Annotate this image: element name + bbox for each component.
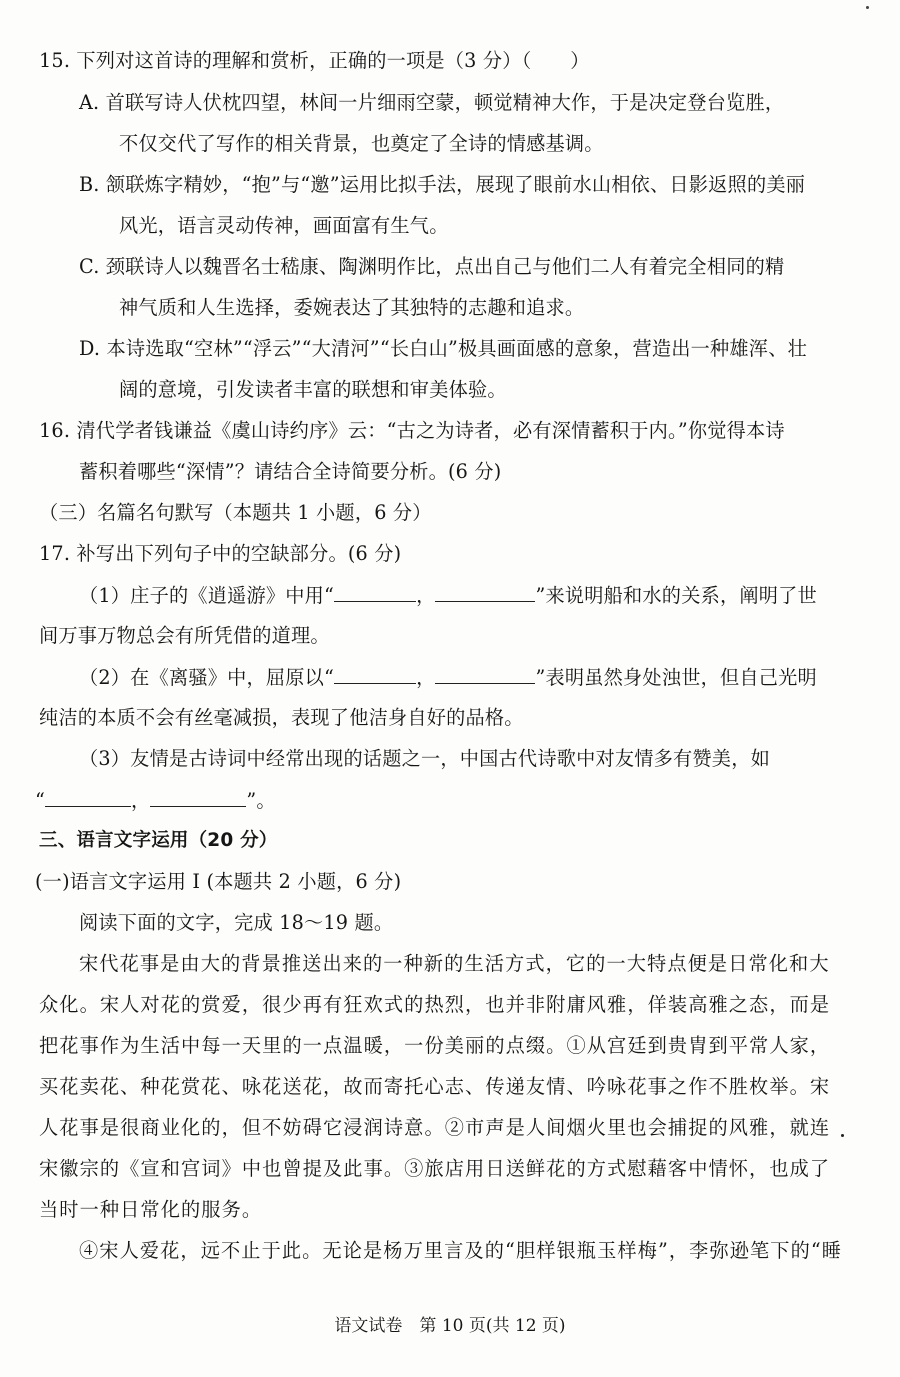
emphasis-dot: [841, 1134, 844, 1137]
section-memorization-heading: （三）名篇名句默写（本题共 1 小题，6 分）: [39, 501, 432, 524]
q17-part1-text-a: （1）庄子的《逍遥游》中用“: [79, 584, 335, 607]
q17-part1-line2: 间万事万物总会有所凭借的道理。: [39, 624, 330, 647]
q17-part2-text-a: （2）在《离骚》中，屈原以“: [79, 666, 335, 689]
q17-part3-comma: ，: [131, 789, 151, 812]
subsection-one-heading: (一)语言文字运用 Ⅰ (本题共 2 小题，6 分): [35, 870, 402, 893]
q17-part3-open-quote: “: [35, 789, 46, 812]
q15-stem: 15. 下列对这首诗的理解和赏析，正确的一项是（3 分）（ ）: [39, 49, 590, 72]
passage-line: 宋代花事是由大的背景推送出来的一种新的生活方式，它的一大特点便是日常化和大: [79, 952, 830, 975]
q17-part2-line2: 纯洁的本质不会有丝毫减损，表现了他洁身自好的品格。: [39, 706, 524, 729]
q17-part3-line2: [35, 787, 276, 814]
q16-line2: 蓄积着哪些“深情”？请结合全诗简要分析。(6 分): [79, 460, 502, 483]
q17-part2-blank2[interactable]: [435, 664, 535, 684]
passage-line: 宋徽宗的《宣和宫词》中也曾提及此事。③旅店用日送鲜花的方式慰藉客中情怀，也成了: [39, 1157, 831, 1180]
q17-part2-line1: [79, 664, 817, 691]
q17-part2-text-b: ”表明虽然身处浊世，但自己光明: [535, 666, 817, 689]
q15-option-c-line2: 神气质和人生选择，委婉表达了其独特的志趣和追求。: [119, 296, 585, 319]
q15-option-c-line1: C. 颈联诗人以魏晋名士嵇康、陶渊明作比，点出自己与他们二人有着完全相同的精: [79, 255, 785, 278]
q17-stem: 17. 补写出下列句子中的空缺部分。(6 分): [39, 542, 402, 565]
q15-option-b-line1: B. 颔联炼字精妙，“抱”与“邀”运用比拟手法，展现了眼前水山相依、日影返照的美丽: [79, 173, 806, 196]
q15-option-a-line2: 不仅交代了写作的相关背景，也奠定了全诗的情感基调。: [119, 132, 604, 155]
q17-part2-comma: ，: [416, 666, 436, 689]
passage-line: 把花事作为生活中每一天里的一点温暖，一份美丽的点缀。①从宫廷到贵胄到平常人家，: [39, 1034, 831, 1057]
q17-part3-blank1[interactable]: [45, 787, 131, 807]
q17-part1-blank1[interactable]: [334, 582, 416, 602]
q15-option-d-line2: 阔的意境，引发读者丰富的联想和审美体验。: [119, 378, 507, 401]
q15-option-d-line1: D. 本诗选取“空林”“浮云”“大清河”“长白山”极具画面感的意象，营造出一种雄浑、壮: [79, 337, 807, 360]
reading-instruction: 阅读下面的文字，完成 18～19 题。: [79, 911, 394, 934]
q17-part3-blank2[interactable]: [150, 787, 246, 807]
passage-line: ④宋人爱花，远不止于此。无论是杨万里言及的“胆样银瓶玉样梅”，李弥逊笔下的“睡: [79, 1239, 843, 1262]
passage-line: 人花事是很商业化的，但不妨碍它浸润诗意。②市声是人间烟火里也会捕捉的风雅，就连: [39, 1116, 831, 1139]
page-footer: 语文试卷 第 10 页(共 12 页): [334, 1316, 566, 1336]
q17-part3-line1: （3）友情是古诗词中经常出现的话题之一，中国古代诗歌中对友情多有赞美，如: [79, 747, 770, 770]
passage-line: 买花卖花、种花赏花、咏花送花，故而寄托心志、传递友情、吟咏花事之作不胜枚举。宋: [39, 1075, 831, 1098]
q15-option-a-line1: A. 首联写诗人伏枕四望，林间一片细雨空蒙，顿觉精神大作，于是决定登台览胜，: [79, 91, 785, 114]
q16-line1: 16. 清代学者钱谦益《虞山诗约序》云：“古之为诗者，必有深情蓄积于内。”你觉得本诗: [39, 419, 785, 442]
q17-part1-line1: [79, 582, 817, 609]
q17-part1-blank2[interactable]: [435, 582, 535, 602]
q17-part3-close-quote: ”。: [246, 789, 276, 812]
q17-part1-text-b: ”来说明船和水的关系，阐明了世: [535, 584, 817, 607]
q17-part2-blank1[interactable]: [334, 664, 416, 684]
passage-line: 众化。宋人对花的赏爱，很少再有狂欢式的热烈，也并非附庸风雅，佯装高雅之态，而是: [39, 993, 831, 1016]
q17-part1-comma: ，: [416, 584, 436, 607]
section-three-heading: 三、语言文字运用（20 分）: [39, 830, 278, 851]
scan-speck: [866, 6, 869, 9]
passage-line: 当时一种日常化的服务。: [39, 1198, 263, 1221]
q15-option-b-line2: 风光，语言灵动传神，画面富有生气。: [119, 214, 449, 237]
